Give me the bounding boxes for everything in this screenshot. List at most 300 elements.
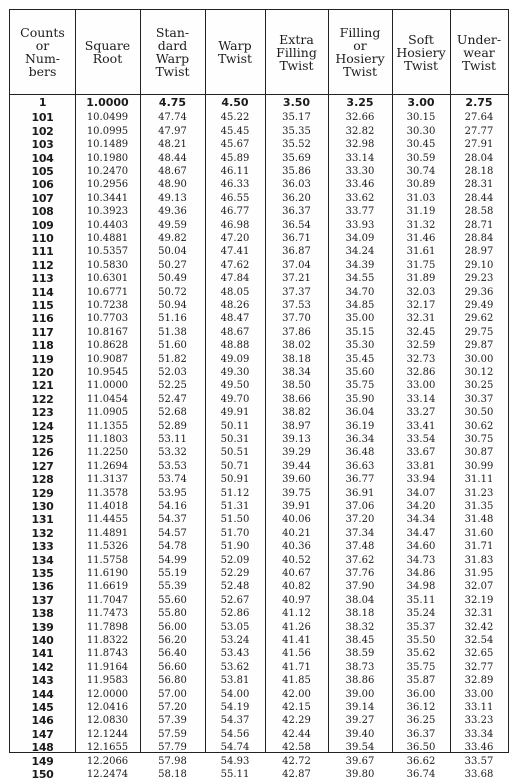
square-root-cell: 10.9087 — [86, 353, 129, 365]
counts-cell: 110 — [31, 232, 54, 245]
extra-filling-twist-cell: 39.60 — [282, 474, 311, 486]
counts-cell: 114 — [31, 285, 54, 299]
table-row — [10, 111, 508, 124]
counts-cell: 140 — [31, 634, 54, 647]
warp-twist-cell: 4.50 — [221, 96, 249, 109]
standard-warp-twist-cell: 50.49 — [158, 273, 187, 285]
counts-cell: 132 — [31, 526, 54, 540]
table-row — [10, 594, 508, 607]
table-row — [10, 192, 508, 205]
underwear-twist-cell: 32.19 — [464, 594, 494, 606]
table-row — [10, 420, 508, 433]
square-root-cell: 12.0416 — [86, 702, 129, 713]
soft-hosiery-twist-cell: 30.30 — [406, 125, 436, 137]
standard-warp-twist-cell: 47.74 — [158, 112, 187, 124]
underwear-twist-cell: 32.65 — [464, 648, 494, 660]
standard-warp-twist-cell: 58.18 — [158, 769, 187, 780]
standard-warp-twist-cell: 50.04 — [158, 246, 187, 258]
square-root-cell: 11.4018 — [86, 501, 129, 512]
underwear-twist-cell: 32.42 — [464, 621, 494, 633]
soft-hosiery-twist-cell: 34.60 — [406, 541, 436, 553]
soft-hosiery-twist-cell: 31.61 — [406, 246, 436, 258]
filling-hosiery-twist-cell: 36.34 — [345, 434, 375, 445]
square-root-cell: 10.1489 — [86, 139, 129, 151]
counts-cell: 127 — [31, 459, 54, 473]
soft-hosiery-twist-cell: 34.34 — [406, 514, 436, 526]
extra-filling-twist-cell: 38.97 — [282, 420, 311, 432]
filling-hosiery-twist-cell: 38.32 — [345, 621, 375, 633]
standard-warp-twist-cell: 4.75 — [158, 96, 187, 109]
table-row — [10, 366, 508, 379]
twist-table — [9, 9, 509, 781]
standard-warp-twist-cell: 53.74 — [158, 474, 187, 486]
filling-hosiery-twist-cell: 34.70 — [345, 286, 375, 298]
soft-hosiery-twist-cell: 33.54 — [406, 434, 436, 445]
standard-warp-twist-cell: 57.98 — [158, 755, 187, 767]
table-row — [10, 714, 508, 727]
soft-hosiery-twist-cell: 33.81 — [406, 460, 436, 472]
counts-cell: 111 — [31, 245, 54, 259]
table-row — [10, 125, 508, 138]
soft-hosiery-twist-cell: 33.27 — [406, 407, 436, 419]
filling-hosiery-twist-cell: 34.24 — [345, 246, 375, 258]
filling-hosiery-twist-cell: 35.60 — [345, 367, 375, 378]
soft-hosiery-twist-cell: 36.50 — [406, 742, 436, 754]
counts-cell: 106 — [31, 178, 54, 192]
counts-cell: 149 — [31, 754, 54, 768]
standard-warp-twist-cell: 55.60 — [158, 594, 187, 606]
warp-twist-cell: 52.48 — [220, 581, 250, 593]
underwear-twist-cell: 30.62 — [464, 420, 494, 432]
warp-twist-cell: 46.33 — [220, 179, 250, 191]
extra-filling-twist-cell: 36.37 — [282, 206, 311, 218]
underwear-twist-cell: 29.62 — [464, 313, 494, 325]
underwear-twist-cell: 33.46 — [464, 742, 494, 754]
extra-filling-twist-cell: 40.82 — [282, 581, 311, 593]
filling-hosiery-twist-cell: 35.15 — [345, 326, 375, 338]
underwear-twist-cell: 30.25 — [464, 380, 494, 392]
warp-twist-cell: 50.31 — [220, 434, 250, 445]
warp-twist-cell: 50.11 — [220, 420, 250, 432]
soft-hosiery-twist-cell: 36.62 — [406, 755, 436, 767]
filling-hosiery-twist-cell: 35.75 — [345, 380, 375, 392]
underwear-twist-cell: 33.68 — [464, 769, 494, 780]
soft-hosiery-twist-cell: 3.00 — [407, 96, 435, 109]
filling-hosiery-twist-cell: 36.48 — [345, 447, 375, 459]
counts-cell: 118 — [31, 339, 54, 353]
extra-filling-twist-cell: 41.71 — [282, 661, 311, 673]
standard-warp-twist-cell: 53.11 — [158, 434, 187, 445]
square-root-cell: 10.7238 — [86, 300, 129, 311]
table-row — [10, 353, 508, 366]
square-root-cell: 10.2956 — [86, 179, 129, 191]
underwear-twist-cell: 31.48 — [464, 514, 494, 526]
square-root-cell: 12.1244 — [86, 728, 129, 740]
table-row — [10, 286, 508, 299]
filling-hosiery-twist-cell: 39.80 — [345, 769, 375, 780]
extra-filling-twist-cell: 37.21 — [282, 273, 311, 285]
extra-filling-twist-cell: 41.26 — [282, 621, 311, 633]
counts-column-header: Counts or Num- bers — [20, 25, 65, 79]
table-header — [10, 10, 508, 95]
standard-warp-twist-cell: 54.78 — [158, 541, 187, 553]
standard-warp-twist-cell: 55.80 — [158, 608, 187, 620]
filling-hosiery-twist-cell: 38.86 — [345, 675, 375, 687]
underwear-twist-cell: 29.23 — [464, 273, 494, 285]
warp-twist-cell: 51.70 — [220, 527, 250, 539]
warp-twist-cell: 47.20 — [220, 233, 250, 244]
warp-twist-cell: 54.93 — [220, 755, 250, 767]
warp-twist-cell: 50.51 — [220, 447, 250, 459]
counts-cell: 107 — [31, 191, 54, 205]
filling-hosiery-twist-cell: 35.90 — [345, 393, 375, 405]
square-root-cell: 11.9164 — [86, 661, 129, 673]
warp-twist-cell: 49.91 — [220, 407, 250, 419]
counts-cell: 123 — [31, 406, 54, 420]
extra-filling-twist-cell: 40.52 — [282, 554, 311, 566]
standard-warp-twist-cell: 54.57 — [158, 527, 187, 539]
soft-hosiery-twist-cell: 35.50 — [406, 635, 436, 646]
underwear-twist-cell: 32.54 — [464, 635, 494, 646]
warp-twist-cell: 54.56 — [220, 728, 250, 740]
warp-twist-cell: 53.05 — [220, 621, 250, 633]
square-root-cell: 10.9545 — [86, 367, 129, 378]
square-root-cell: 10.8167 — [86, 326, 129, 338]
square-root-cell: 11.1803 — [86, 434, 129, 445]
extra-filling-twist-cell: 39.44 — [282, 460, 311, 472]
square-root-cell: 12.0830 — [86, 715, 129, 727]
underwear-twist-cell: 33.11 — [464, 702, 494, 713]
soft-hosiery-twist-cell: 32.45 — [406, 326, 436, 338]
underwear-twist-cell: 27.64 — [464, 112, 494, 124]
extra-filling-twist-cell: 40.36 — [282, 541, 311, 553]
square-root-cell: 11.4455 — [86, 514, 129, 526]
counts-cell: 131 — [31, 513, 54, 527]
underwear-twist-cell: 31.35 — [464, 501, 494, 512]
extra-filling-twist-cell: 40.21 — [282, 527, 311, 539]
underwear-twist-cell: 30.00 — [464, 353, 494, 365]
underwear-twist-cell: 32.31 — [464, 608, 494, 620]
square-root-cell: 10.5830 — [86, 259, 129, 271]
extra-filling-twist-cell: 36.71 — [282, 233, 311, 244]
underwear-twist-cell: 29.75 — [464, 326, 494, 338]
warp-twist-cell: 47.84 — [220, 273, 250, 285]
column-divider — [75, 10, 76, 752]
standard-warp-twist-cell: 49.59 — [158, 219, 187, 231]
standard-warp-twist-cell: 49.13 — [158, 192, 187, 204]
extra-filling-twist-cell: 3.50 — [282, 96, 311, 109]
warp-twist-cell: 53.81 — [220, 675, 250, 687]
table-row — [10, 527, 508, 540]
square-root-cell: 10.1980 — [86, 152, 129, 164]
extra-filling-twist-cell: 42.00 — [282, 688, 311, 700]
column-divider — [140, 10, 141, 752]
underwear-twist-cell: 27.77 — [464, 125, 494, 137]
extra-filling-twist-cell: 37.70 — [282, 313, 311, 325]
square-root-cell: 1.0000 — [86, 96, 129, 109]
standard-warp-twist-cell: 52.47 — [158, 393, 187, 405]
square-root-cell: 10.0499 — [86, 112, 129, 124]
warp-twist-cell: 51.90 — [220, 541, 250, 553]
table-row — [10, 299, 508, 312]
counts-cell: 139 — [31, 620, 54, 634]
warp-twist-cell: 47.62 — [220, 259, 250, 271]
filling-hosiery-twist-cell: 36.77 — [345, 474, 375, 486]
table-row — [10, 647, 508, 660]
soft-hosiery-twist-cell: 35.24 — [406, 608, 436, 620]
soft-hosiery-twist-column-header: Soft Hosiery Twist — [396, 31, 446, 73]
underwear-twist-cell: 30.99 — [464, 460, 494, 472]
soft-hosiery-twist-cell: 31.89 — [406, 273, 436, 285]
table-row — [10, 741, 508, 754]
standard-warp-twist-column-header: Stan- dard Warp Twist — [155, 25, 190, 79]
counts-cell: 141 — [31, 647, 54, 661]
filling-hosiery-twist-column-header: Filling or Hosiery Twist — [335, 25, 385, 79]
square-root-cell: 10.2470 — [86, 166, 129, 177]
column-divider — [205, 10, 206, 752]
square-root-cell: 11.9583 — [86, 675, 129, 687]
soft-hosiery-twist-cell: 32.03 — [406, 286, 436, 298]
column-divider — [392, 10, 393, 752]
counts-cell: 142 — [31, 660, 54, 674]
warp-twist-cell: 51.31 — [220, 501, 250, 512]
standard-warp-twist-cell: 52.03 — [158, 367, 187, 378]
table-row — [10, 621, 508, 634]
extra-filling-twist-cell: 36.20 — [282, 192, 311, 204]
standard-warp-twist-cell: 48.67 — [158, 166, 187, 177]
standard-warp-twist-cell: 48.90 — [158, 179, 187, 191]
warp-twist-cell: 50.71 — [220, 460, 250, 472]
standard-warp-twist-cell: 49.36 — [158, 206, 187, 218]
table-row — [10, 446, 508, 459]
filling-hosiery-twist-cell: 38.45 — [345, 635, 375, 646]
square-root-cell: 12.1655 — [86, 742, 129, 754]
soft-hosiery-twist-cell: 34.86 — [406, 568, 436, 579]
extra-filling-twist-cell: 38.66 — [282, 393, 311, 405]
standard-warp-twist-cell: 53.95 — [158, 487, 187, 499]
standard-warp-twist-cell: 48.21 — [158, 139, 187, 151]
underwear-twist-cell: 29.10 — [464, 259, 494, 271]
extra-filling-twist-cell: 41.85 — [282, 675, 311, 687]
extra-filling-twist-cell: 37.37 — [282, 286, 311, 298]
square-root-cell: 10.3441 — [86, 192, 129, 204]
counts-cell: 104 — [31, 151, 54, 165]
standard-warp-twist-cell: 57.39 — [158, 715, 187, 727]
standard-warp-twist-cell: 51.60 — [158, 340, 187, 352]
extra-filling-twist-cell: 40.06 — [282, 514, 311, 526]
table-row — [10, 312, 508, 325]
table-row — [10, 500, 508, 513]
soft-hosiery-twist-cell: 32.59 — [406, 340, 436, 352]
warp-twist-cell: 51.50 — [220, 514, 250, 526]
extra-filling-twist-cell: 42.44 — [282, 728, 311, 740]
table-row — [10, 567, 508, 580]
standard-warp-twist-cell: 56.80 — [158, 675, 187, 687]
underwear-twist-cell: 30.37 — [464, 393, 494, 405]
filling-hosiery-twist-cell: 3.25 — [346, 96, 374, 109]
counts-cell: 147 — [31, 727, 54, 741]
soft-hosiery-twist-cell: 33.67 — [406, 447, 436, 459]
table-row — [10, 513, 508, 526]
extra-filling-twist-cell: 42.15 — [282, 702, 311, 713]
counts-cell: 150 — [31, 768, 54, 781]
warp-twist-cell: 54.37 — [220, 715, 250, 727]
filling-hosiery-twist-cell: 32.82 — [345, 125, 375, 137]
column-divider — [328, 10, 329, 752]
counts-cell: 103 — [31, 138, 54, 152]
square-root-cell: 12.2066 — [86, 755, 129, 767]
filling-hosiery-twist-cell: 38.04 — [345, 594, 375, 606]
table-row — [10, 259, 508, 272]
counts-cell: 133 — [31, 540, 54, 554]
extra-filling-twist-cell: 35.35 — [282, 125, 311, 137]
filling-hosiery-twist-cell: 34.09 — [345, 233, 375, 244]
square-root-cell: 11.1355 — [86, 420, 129, 432]
extra-filling-twist-cell: 39.75 — [282, 487, 311, 499]
counts-cell: 148 — [31, 741, 54, 755]
filling-hosiery-twist-cell: 35.00 — [345, 313, 375, 325]
standard-warp-twist-cell: 57.79 — [158, 742, 187, 754]
underwear-twist-cell: 32.89 — [464, 675, 494, 687]
warp-twist-cell: 52.86 — [220, 608, 250, 620]
extra-filling-twist-cell: 37.53 — [282, 300, 311, 311]
standard-warp-twist-cell: 55.39 — [158, 581, 187, 593]
underwear-twist-cell: 31.60 — [464, 527, 494, 539]
square-root-cell: 10.4403 — [86, 219, 129, 231]
standard-warp-twist-cell: 52.25 — [158, 380, 187, 392]
extra-filling-twist-column-header: Extra Filling Twist — [276, 31, 317, 73]
filling-hosiery-twist-cell: 37.62 — [345, 554, 375, 566]
filling-hosiery-twist-cell: 37.90 — [345, 581, 375, 593]
standard-warp-twist-cell: 50.72 — [158, 286, 187, 298]
counts-cell: 101 — [31, 111, 54, 125]
extra-filling-twist-cell: 39.91 — [282, 501, 311, 512]
underwear-twist-cell: 29.49 — [464, 300, 494, 311]
filling-hosiery-twist-cell: 33.14 — [345, 152, 375, 164]
soft-hosiery-twist-cell: 31.32 — [406, 219, 436, 231]
table-row — [10, 272, 508, 285]
filling-hosiery-twist-cell: 37.20 — [345, 514, 375, 526]
filling-hosiery-twist-cell: 36.63 — [345, 460, 375, 472]
filling-hosiery-twist-cell: 38.73 — [345, 661, 375, 673]
table-row — [10, 379, 508, 392]
counts-cell: 146 — [31, 714, 54, 728]
table-row — [10, 393, 508, 406]
underwear-twist-column-header: Under- wear Twist — [456, 31, 502, 73]
standard-warp-twist-cell: 53.53 — [158, 460, 187, 472]
warp-twist-cell: 50.91 — [220, 474, 250, 486]
standard-warp-twist-cell: 49.82 — [158, 233, 187, 244]
square-root-cell: 11.7473 — [86, 608, 129, 620]
square-root-cell: 11.2250 — [86, 447, 129, 459]
standard-warp-twist-cell: 57.00 — [158, 688, 187, 700]
counts-cell: 126 — [31, 446, 54, 460]
soft-hosiery-twist-cell: 34.07 — [406, 487, 436, 499]
square-root-cell: 10.5357 — [86, 246, 129, 258]
table-row — [10, 232, 508, 245]
extra-filling-twist-cell: 40.97 — [282, 594, 311, 606]
table-row — [10, 661, 508, 674]
extra-filling-twist-cell: 38.18 — [282, 353, 311, 365]
counts-cell: 130 — [31, 500, 54, 513]
underwear-twist-cell: 33.23 — [464, 715, 494, 727]
warp-twist-cell: 48.47 — [220, 313, 250, 325]
square-root-cell: 10.6301 — [86, 273, 129, 285]
counts-cell: 125 — [31, 433, 54, 446]
filling-hosiery-twist-cell: 35.30 — [345, 340, 375, 352]
counts-cell: 124 — [31, 419, 54, 433]
standard-warp-twist-cell: 56.00 — [158, 621, 187, 633]
warp-twist-cell: 49.70 — [220, 393, 250, 405]
warp-twist-cell: 46.55 — [220, 192, 250, 204]
warp-twist-cell: 55.11 — [220, 769, 250, 780]
extra-filling-twist-cell: 40.67 — [282, 568, 311, 579]
counts-cell: 109 — [31, 218, 54, 232]
filling-hosiery-twist-cell: 39.54 — [345, 742, 375, 754]
counts-cell: 138 — [31, 607, 54, 621]
underwear-twist-cell: 30.12 — [464, 367, 494, 378]
filling-hosiery-twist-cell: 39.40 — [345, 728, 375, 740]
soft-hosiery-twist-cell: 35.37 — [406, 621, 436, 633]
soft-hosiery-twist-cell: 32.17 — [406, 300, 436, 311]
filling-hosiery-twist-cell: 32.98 — [345, 139, 375, 151]
table-row — [10, 755, 508, 768]
table-row — [10, 460, 508, 473]
counts-cell: 144 — [31, 687, 54, 701]
extra-filling-twist-cell: 39.29 — [282, 447, 311, 459]
warp-twist-cell: 53.43 — [220, 648, 250, 660]
square-root-cell: 11.3578 — [86, 487, 129, 499]
counts-cell: 129 — [31, 486, 54, 500]
filling-hosiery-twist-cell: 39.67 — [345, 755, 375, 767]
square-root-cell: 11.6190 — [86, 568, 129, 579]
filling-hosiery-twist-cell: 32.66 — [345, 112, 375, 124]
counts-cell: 113 — [31, 272, 54, 286]
soft-hosiery-twist-cell: 31.03 — [406, 192, 436, 204]
filling-hosiery-twist-cell: 36.91 — [345, 487, 375, 499]
underwear-twist-cell: 31.83 — [464, 554, 494, 566]
square-root-cell: 12.0000 — [86, 688, 129, 700]
underwear-twist-cell: 32.77 — [464, 661, 494, 673]
extra-filling-twist-cell: 36.87 — [282, 246, 311, 258]
soft-hosiery-twist-cell: 34.47 — [406, 527, 436, 539]
table-row — [10, 580, 508, 593]
warp-twist-cell: 45.67 — [220, 139, 250, 151]
soft-hosiery-twist-cell: 30.45 — [406, 139, 436, 151]
soft-hosiery-twist-cell: 32.86 — [406, 367, 436, 378]
standard-warp-twist-cell: 56.40 — [158, 648, 187, 660]
warp-twist-cell: 49.30 — [220, 367, 250, 378]
table-row — [10, 165, 508, 178]
warp-twist-cell: 45.45 — [220, 125, 250, 137]
soft-hosiery-twist-cell: 30.89 — [406, 179, 436, 191]
counts-cell: 1 — [38, 96, 47, 109]
counts-cell: 112 — [31, 258, 54, 272]
underwear-twist-cell: 30.50 — [464, 407, 494, 419]
underwear-twist-cell: 2.75 — [465, 96, 493, 109]
underwear-twist-cell: 31.11 — [464, 474, 494, 486]
extra-filling-twist-cell: 37.04 — [282, 259, 311, 271]
underwear-twist-cell: 28.44 — [464, 192, 494, 204]
underwear-twist-cell: 31.95 — [464, 568, 494, 579]
warp-twist-cell: 54.19 — [220, 702, 250, 713]
underwear-twist-cell: 31.23 — [464, 487, 494, 499]
soft-hosiery-twist-cell: 35.75 — [406, 661, 436, 673]
extra-filling-twist-cell: 36.03 — [282, 179, 311, 191]
standard-warp-twist-cell: 56.60 — [158, 661, 187, 673]
underwear-twist-cell: 28.18 — [464, 166, 494, 177]
table-row — [10, 219, 508, 232]
